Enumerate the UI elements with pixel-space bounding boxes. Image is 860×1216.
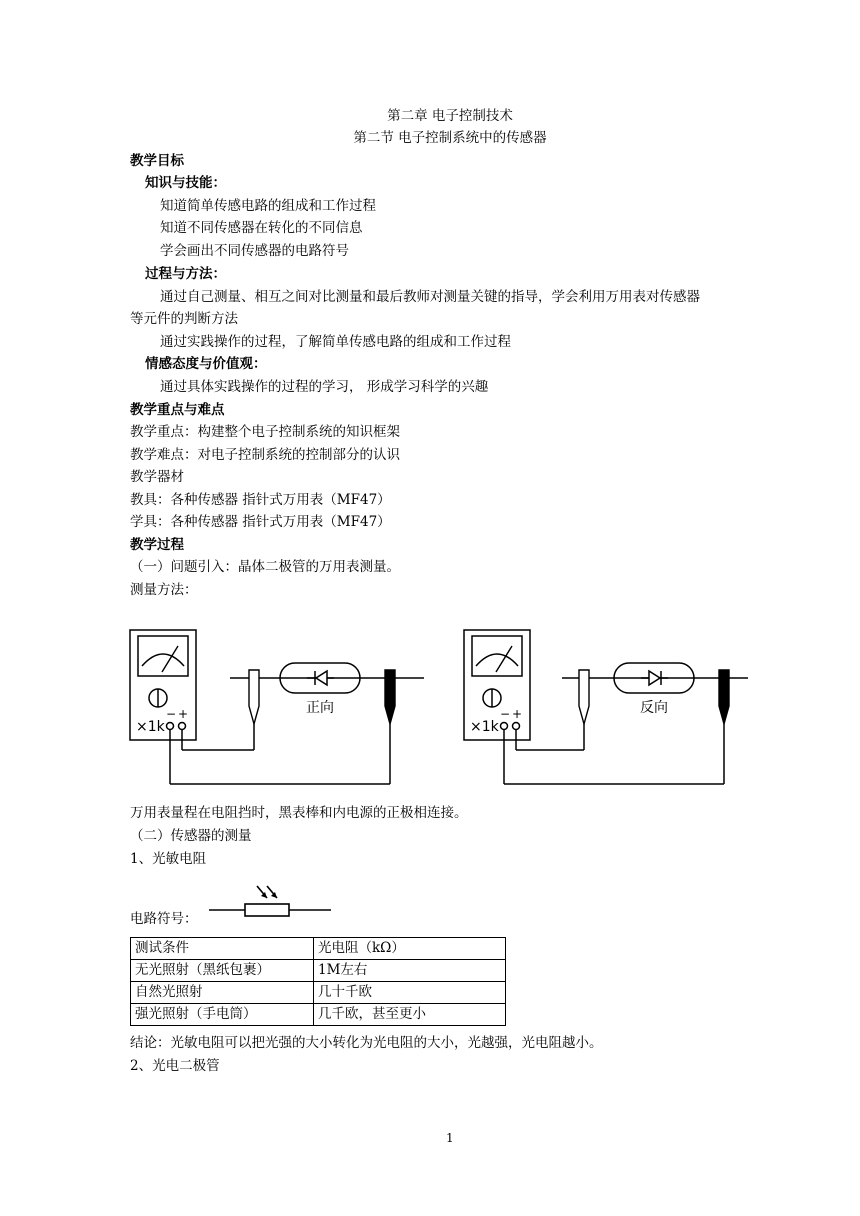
process-para-line: 通过自己测量、相互之间对比测量和最后教师对测量关键的指导，学会利用万用表对传感器: [160, 289, 700, 305]
process-para-line: 等元件的判断方法: [130, 311, 238, 327]
page-number: 1: [446, 1131, 454, 1145]
process-section-heading: 教学过程: [130, 537, 184, 553]
objectives-heading: 教学目标: [130, 153, 184, 169]
table-cell: 几十千欧: [314, 982, 506, 1004]
knowledge-heading: 知识与技能：: [145, 175, 226, 191]
diode-test-diagram-forward: [128, 628, 428, 798]
table-header-cell: 光电阻（kΩ）: [314, 938, 506, 960]
focus-difficult: 教学难点：对电子控制系统的控制部分的认识: [130, 447, 400, 463]
table-header-cell: 测试条件: [131, 938, 314, 960]
equipment-heading: 教学器材: [130, 469, 184, 485]
equipment-student: 学具：各种传感器 指针式万用表（MF47）: [130, 514, 391, 530]
table-header-row: [131, 938, 506, 960]
item2-heading: 2、光电二极管: [130, 1058, 220, 1074]
table-row: [131, 1004, 506, 1026]
table-row: [131, 960, 506, 982]
process-heading: 过程与方法：: [145, 266, 226, 282]
range-label: ×1k: [136, 719, 165, 735]
section-title: 第二节 电子控制系统中的传感器: [353, 130, 547, 146]
table-cell: 无光照射（黑纸包裹）: [131, 960, 314, 982]
part2-heading: （二）传感器的测量: [130, 828, 252, 844]
process-para: 通过实践操作的过程，了解简单传感电路的组成和工作过程: [160, 334, 511, 350]
item1-heading: 1、光敏电阻: [130, 851, 207, 867]
table-cell: 强光照射（手电筒）: [131, 1004, 314, 1026]
minus-label: −: [166, 707, 177, 721]
table-cell: 几千欧，甚至更小: [314, 1004, 506, 1026]
multimeter-note: 万用表量程在电阻挡时，黑表棒和内电源的正极相连接。: [130, 805, 468, 821]
method-line: 测量方法：: [130, 582, 198, 598]
plus-label: +: [512, 707, 523, 721]
focus-key: 教学重点：构建整个电子控制系统的知识框架: [130, 424, 400, 440]
symbol-label: 电路符号：: [130, 911, 198, 927]
knowledge-item: 知道简单传感电路的组成和工作过程: [160, 198, 376, 214]
knowledge-item: 知道不同传感器在转化的不同信息: [160, 220, 363, 236]
intro-line: （一）问题引入：晶体二极管的万用表测量。: [130, 559, 400, 575]
attitude-heading: 情感态度与价值观：: [145, 356, 267, 372]
table-row: [131, 982, 506, 1004]
table-cell: 1M左右: [314, 960, 506, 982]
conclusion-line: 结论：光敏电阻可以把光强的大小转化为光电阻的大小，光越强，光电阻越小。: [130, 1035, 603, 1051]
direction-label: 反向: [640, 700, 668, 716]
photoresistor-symbol: [205, 880, 335, 920]
range-label: ×1k: [470, 719, 499, 735]
knowledge-item: 学会画出不同传感器的电路符号: [160, 243, 349, 259]
photoresistor-table: [130, 937, 506, 1026]
chapter-title: 第二章 电子控制技术: [387, 108, 513, 124]
table-cell: 自然光照射: [131, 982, 314, 1004]
minus-label: −: [500, 707, 511, 721]
plus-label: +: [178, 707, 189, 721]
equipment-teacher: 教具：各种传感器 指针式万用表（MF47）: [130, 492, 391, 508]
direction-label: 正向: [306, 700, 334, 716]
focus-heading: 教学重点与难点: [130, 402, 225, 418]
diode-test-diagram-reverse: [462, 628, 762, 798]
attitude-item: 通过具体实践操作的过程的学习， 形成学习科学的兴趣: [160, 379, 489, 395]
